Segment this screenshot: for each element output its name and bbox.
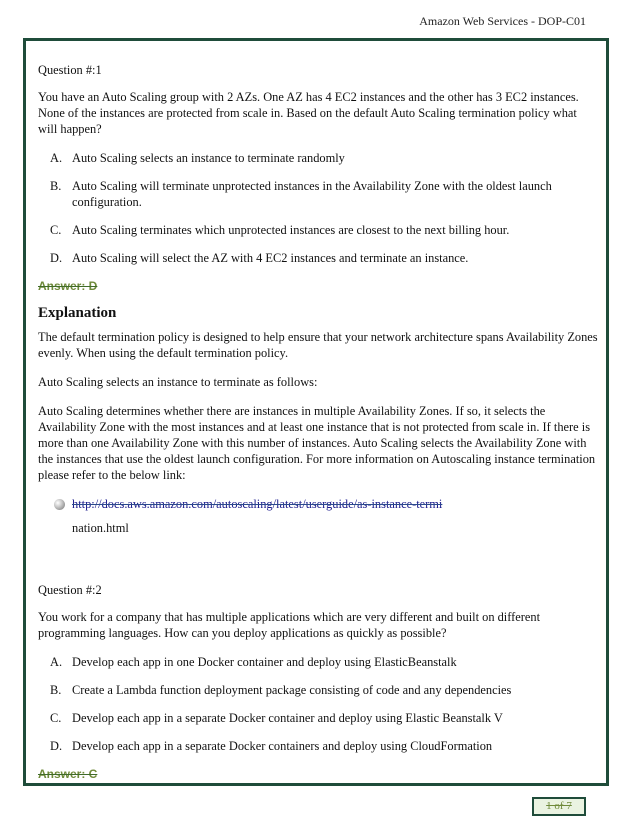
question-2-stem: You work for a company that has multiple applications which are very different and built on different programming languages. How can you deploy applications as quickly as possible? <box>38 610 541 640</box>
bullet-icon <box>54 499 65 510</box>
reference-link[interactable]: http://docs.aws.amazon.com/autoscaling/latest/userguide/as-instance-termi <box>72 497 443 511</box>
q2-option-c <box>38 710 598 726</box>
question-1-label: Question #:1 <box>38 63 102 77</box>
option-letter: B. <box>50 683 62 697</box>
q2-option-d <box>38 738 598 754</box>
page-number: 1 of 7 <box>532 797 586 816</box>
question-2-label: Question #:2 <box>38 583 102 597</box>
option-text: Auto Scaling terminates which unprotected instances are closest to the next billing hour. <box>72 223 510 237</box>
question-1-options <box>38 150 598 266</box>
option-text: Develop each app in one Docker container and deploy using ElasticBeanstalk <box>72 655 457 669</box>
option-text: Auto Scaling selects an instance to terminate randomly <box>72 151 345 165</box>
option-text: Create a Lambda function deployment package consisting of code and any dependencies <box>72 683 512 697</box>
option-letter: C. <box>50 223 62 237</box>
reference-link-row <box>38 496 598 512</box>
explanation-paragraph-2: Auto Scaling selects an instance to terminate as follows: <box>38 375 318 389</box>
q1-option-d <box>38 250 598 266</box>
question-2-answer: Answer: C <box>38 767 98 781</box>
page-content <box>38 62 598 793</box>
option-text: Develop each app in a separate Docker container and deploy using Elastic Beanstalk V <box>72 711 503 725</box>
question-1-answer: Answer: D <box>38 279 98 293</box>
q2-option-a <box>38 654 598 670</box>
q1-option-c <box>38 222 598 238</box>
q2-option-b <box>38 682 598 698</box>
q1-option-a <box>38 150 598 166</box>
explanation-title: Explanation <box>38 305 117 321</box>
option-letter: C. <box>50 711 62 725</box>
explanation-paragraph-1: The default termination policy is designed to help ensure that your network architecture spans Availability Zones evenly. When using the default termination policy. <box>38 330 598 360</box>
page-header: Amazon Web Services - DOP-C01 <box>419 14 586 28</box>
question-1-stem: You have an Auto Scaling group with 2 AZs. One AZ has 4 EC2 instances and the other has 3 EC2 instances. None of the instances are protected from scale in. Based on the default Auto Scaling termination policy what will happen? <box>38 90 579 136</box>
question-2-options <box>38 654 598 754</box>
option-text: Develop each app in a separate Docker containers and deploy using CloudFormation <box>72 739 493 753</box>
q1-option-b <box>38 178 598 210</box>
option-text: Auto Scaling will terminate unprotected instances in the Availability Zone with the oldest launch configuration. <box>72 179 552 209</box>
option-text: Auto Scaling will select the AZ with 4 EC2 instances and terminate an instance. <box>72 251 469 265</box>
option-letter: B. <box>50 179 62 193</box>
explanation-paragraph-3: Auto Scaling determines whether there are instances in multiple Availability Zones. If so, it selects the Availability Zone with the most instances and at least one instance that is not protected from scale in. If there is more than one Availability Zone with this number of instances. Auto Scaling selects the Availability Zone with the instances that use the oldest launch configuration. For more information on Autoscaling instance termination please refer to the below link: <box>38 404 596 482</box>
option-letter: A. <box>50 655 63 669</box>
option-letter: D. <box>50 251 63 265</box>
option-letter: A. <box>50 151 63 165</box>
option-letter: D. <box>50 739 63 753</box>
reference-link-continuation: nation.html <box>72 521 129 535</box>
